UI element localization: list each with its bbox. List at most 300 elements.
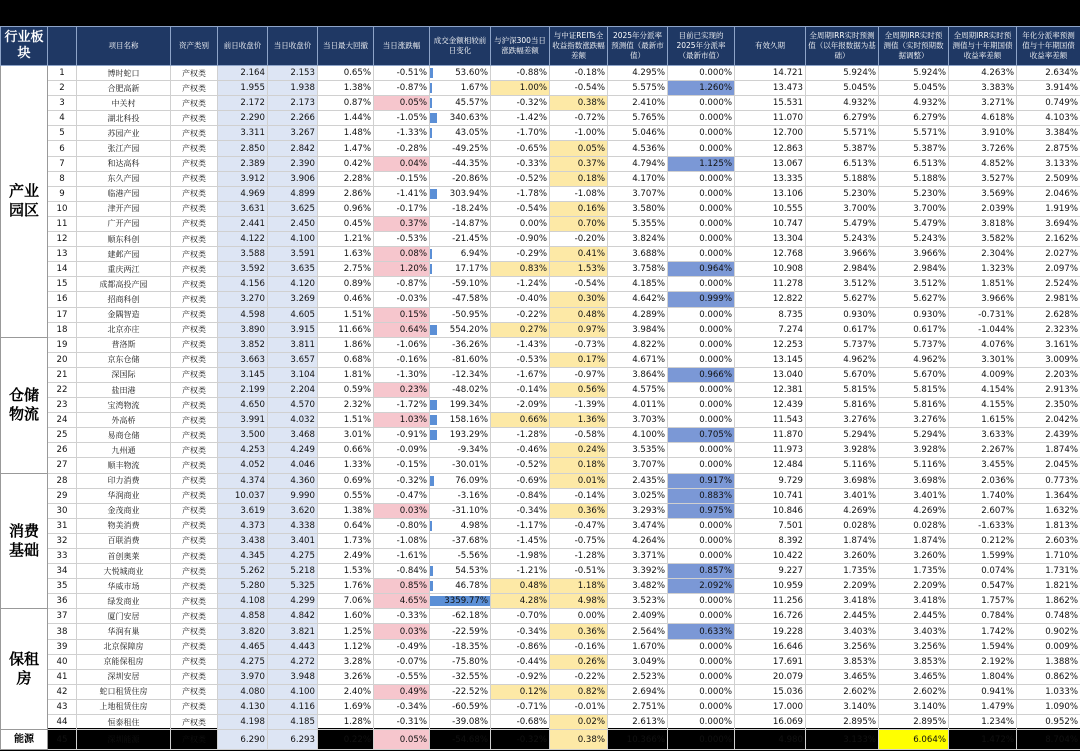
volume-bar — [430, 83, 432, 93]
asset-type: 产权类 — [171, 81, 218, 96]
data-cell: 3.818% — [949, 216, 1017, 231]
column-header — [48, 27, 77, 66]
data-cell: -0.49% — [374, 639, 430, 654]
data-cell: 5.294% — [879, 428, 949, 443]
data-cell: 5.479% — [806, 216, 879, 231]
data-cell: 4.858 — [218, 609, 268, 624]
project-name: 绿发商业 — [77, 594, 171, 609]
data-cell: -0.17% — [374, 201, 430, 216]
volume-bar — [430, 98, 432, 108]
data-cell: 5.188% — [879, 171, 949, 186]
table-row — [1, 156, 1080, 171]
row-index: 13 — [48, 247, 77, 262]
column-header: 全周期IRR实时预测值与十年期国债收益率差额 — [949, 27, 1017, 66]
data-cell: 5.045% — [806, 81, 879, 96]
data-cell: 0.902% — [1017, 624, 1080, 639]
table-row — [1, 382, 1080, 397]
data-cell: -0.29% — [491, 247, 550, 262]
data-cell: 0.23% — [374, 382, 430, 397]
data-cell: 10.037 — [218, 488, 268, 503]
data-cell: 6.279% — [879, 111, 949, 126]
data-cell: -0.16% — [374, 352, 430, 367]
data-cell: 1.710% — [1017, 549, 1080, 564]
data-cell: 4.289% — [608, 307, 668, 322]
data-cell: 3.580% — [608, 201, 668, 216]
asset-type: 产权类 — [171, 186, 218, 201]
data-cell: -0.69% — [491, 473, 550, 488]
row-index: 21 — [48, 367, 77, 382]
table-row — [1, 201, 1080, 216]
data-cell: 4.170% — [608, 171, 668, 186]
table-row — [1, 715, 1080, 730]
data-cell: 0.27% — [491, 322, 550, 337]
data-cell: 12.439 — [735, 398, 806, 413]
volume-bar — [430, 113, 437, 123]
data-cell: 1.63% — [318, 247, 374, 262]
data-cell: 3.688% — [608, 247, 668, 262]
data-cell: 12.768 — [735, 247, 806, 262]
data-cell: 0.633% — [668, 624, 735, 639]
data-cell: 0.028% — [879, 518, 949, 533]
data-cell: -0.52% — [491, 458, 550, 473]
data-cell: 1.38% — [318, 503, 374, 518]
table-row — [1, 66, 1080, 81]
row-index: 7 — [48, 156, 77, 171]
data-cell: 1.742% — [949, 624, 1017, 639]
row-index: 33 — [48, 549, 77, 564]
data-cell: 2.173 — [268, 96, 318, 111]
data-cell: -0.68% — [491, 715, 550, 730]
data-cell: 2.097% — [1017, 262, 1080, 277]
data-cell: 8.704% — [1017, 730, 1080, 750]
asset-type: 产权类 — [171, 654, 218, 669]
volume-value: 45.57% — [455, 98, 488, 109]
data-cell: -0.47% — [550, 518, 608, 533]
data-cell: 3.104 — [268, 367, 318, 382]
data-cell: 3.966% — [879, 247, 949, 262]
data-cell: 1.364% — [1017, 488, 1080, 503]
data-cell: 3.910% — [949, 126, 1017, 141]
row-index: 29 — [48, 488, 77, 503]
data-cell: 0.941% — [949, 684, 1017, 699]
data-cell: 0.38% — [550, 730, 608, 750]
data-cell: 0.000% — [668, 609, 735, 624]
asset-type: 产权类 — [171, 488, 218, 503]
data-cell: 3.049% — [608, 654, 668, 669]
data-cell: 3.512% — [806, 277, 879, 292]
data-cell: 3.619 — [218, 503, 268, 518]
data-cell: 11.66% — [318, 322, 374, 337]
row-index: 8 — [48, 171, 77, 186]
data-cell: 4.080 — [218, 684, 268, 699]
data-cell: 0.03% — [374, 503, 430, 518]
data-cell: 8.392 — [735, 533, 806, 548]
data-cell: 3.569% — [949, 186, 1017, 201]
data-cell: 2.162% — [1017, 232, 1080, 247]
data-cell: 5.243% — [879, 232, 949, 247]
data-cell: 0.999% — [668, 292, 735, 307]
asset-type: 产权类 — [171, 126, 218, 141]
data-cell: 1.234% — [949, 715, 1017, 730]
project-name: 临港产园 — [77, 186, 171, 201]
asset-type: 产权类 — [171, 66, 218, 81]
data-cell: 5.230% — [879, 186, 949, 201]
data-cell: 4.969 — [218, 186, 268, 201]
project-name: 恒泰租住 — [77, 715, 171, 730]
data-cell: 3.703% — [608, 413, 668, 428]
volume-value: 1.67% — [460, 83, 488, 94]
data-cell: 0.46% — [318, 292, 374, 307]
project-name: 蛇口租赁住房 — [77, 684, 171, 699]
data-cell: 0.36% — [550, 624, 608, 639]
table-row — [1, 232, 1080, 247]
row-index: 6 — [48, 141, 77, 156]
data-cell: 16.069 — [735, 715, 806, 730]
data-cell: 0.028% — [806, 518, 879, 533]
data-cell: -1.98% — [491, 549, 550, 564]
data-cell: -0.34% — [491, 624, 550, 639]
data-cell: 2.389 — [218, 156, 268, 171]
data-cell: 7.06% — [318, 594, 374, 609]
data-cell: 0.64% — [374, 322, 430, 337]
data-cell: 1.33% — [318, 458, 374, 473]
data-cell: 6.064% — [879, 730, 949, 750]
data-cell: 6.513% — [879, 156, 949, 171]
data-cell: 2.350% — [1017, 398, 1080, 413]
data-cell: 13.145 — [735, 352, 806, 367]
data-cell: -0.31% — [374, 715, 430, 730]
data-cell: -31.10% — [430, 503, 491, 518]
data-cell: 2.445% — [806, 609, 879, 624]
data-cell: 2.603% — [1017, 533, 1080, 548]
sector-label: 产业园区 — [1, 66, 48, 338]
volume-value: 4.98% — [460, 520, 488, 531]
data-cell: 2.042% — [1017, 413, 1080, 428]
data-cell: 0.12% — [491, 684, 550, 699]
data-cell: 4.360 — [268, 473, 318, 488]
data-cell: 2.192% — [949, 654, 1017, 669]
data-cell: 3.145 — [218, 367, 268, 382]
data-cell: 0.000% — [668, 141, 735, 156]
data-cell: 4.299 — [268, 594, 318, 609]
data-cell: 4.570 — [268, 398, 318, 413]
volume-bar — [430, 400, 437, 410]
row-index: 5 — [48, 126, 77, 141]
data-cell: 15.036 — [735, 684, 806, 699]
data-cell: -0.15% — [374, 171, 430, 186]
table-row — [1, 96, 1080, 111]
asset-type: 产权类 — [171, 639, 218, 654]
data-cell: 0.930% — [806, 307, 879, 322]
data-cell: -39.08% — [430, 715, 491, 730]
data-cell: -0.09% — [374, 443, 430, 458]
volume-bar — [430, 430, 437, 440]
data-cell: 16.646 — [735, 639, 806, 654]
data-cell: 4.842 — [268, 609, 318, 624]
data-cell: 10.555 — [735, 201, 806, 216]
data-cell: -1.08% — [374, 533, 430, 548]
data-cell: -21.45% — [430, 232, 491, 247]
data-cell: -37.68% — [430, 533, 491, 548]
data-cell: 1.735% — [879, 564, 949, 579]
row-index: 4 — [48, 111, 77, 126]
asset-type: 产权类 — [171, 699, 218, 714]
data-cell: 0.05% — [374, 730, 430, 750]
data-cell: 3.694% — [1017, 216, 1080, 231]
project-name: 顺东科创 — [77, 232, 171, 247]
data-cell: 1.615% — [949, 413, 1017, 428]
data-cell — [430, 111, 491, 126]
data-cell: 4.253 — [218, 443, 268, 458]
data-cell: 2.613% — [608, 715, 668, 730]
data-cell: 5.479% — [879, 216, 949, 231]
data-cell: 7.501 — [735, 518, 806, 533]
project-name: 重庆两江 — [77, 262, 171, 277]
data-cell: 0.074% — [949, 564, 1017, 579]
project-name: 京东仓储 — [77, 352, 171, 367]
data-cell: -12.34% — [430, 367, 491, 382]
volume-value: 54.53% — [455, 566, 488, 577]
data-cell: 0.48% — [550, 307, 608, 322]
data-cell: -0.18% — [550, 66, 608, 81]
data-cell: -0.92% — [491, 669, 550, 684]
data-cell: 0.15% — [374, 307, 430, 322]
data-cell: 2.842 — [268, 141, 318, 156]
data-cell: 5.294% — [806, 428, 879, 443]
data-cell: 6.279% — [806, 111, 879, 126]
data-cell: 0.000% — [668, 398, 735, 413]
data-cell: 0.000% — [668, 443, 735, 458]
data-cell: -0.70% — [491, 609, 550, 624]
data-cell: 4.373 — [218, 518, 268, 533]
data-cell: 0.97% — [550, 322, 608, 337]
data-cell: 2.439% — [1017, 428, 1080, 443]
sector-label: 消费基础 — [1, 473, 48, 609]
data-cell: 3.482% — [608, 579, 668, 594]
data-cell: 11.070 — [735, 111, 806, 126]
data-cell: 2.204 — [268, 382, 318, 397]
data-cell: 5.355% — [608, 216, 668, 231]
data-cell: 1.47% — [318, 141, 374, 156]
data-cell: 2.409% — [608, 609, 668, 624]
project-name: 华润商业 — [77, 488, 171, 503]
data-cell: 4.275 — [218, 654, 268, 669]
data-cell: 3.301% — [949, 352, 1017, 367]
project-name: 物美消费 — [77, 518, 171, 533]
data-cell: 3.625 — [268, 201, 318, 216]
data-cell: -59.10% — [430, 277, 491, 292]
data-cell — [430, 428, 491, 443]
data-cell: 1.938 — [268, 81, 318, 96]
data-cell: 0.773% — [1017, 473, 1080, 488]
data-cell: -0.80% — [374, 518, 430, 533]
data-cell: 3.401% — [879, 488, 949, 503]
data-cell: 5.627% — [879, 292, 949, 307]
project-name: 广开产园 — [77, 216, 171, 231]
data-cell: 1.632% — [1017, 503, 1080, 518]
data-cell: 0.000% — [668, 111, 735, 126]
project-name: 九州通 — [77, 443, 171, 458]
data-cell: -0.52% — [491, 171, 550, 186]
data-cell: 0.42% — [318, 156, 374, 171]
data-cell: 3.707% — [608, 186, 668, 201]
data-cell: 0.66% — [491, 413, 550, 428]
data-cell: 3.852 — [218, 337, 268, 352]
data-cell: 4.155% — [949, 398, 1017, 413]
table-row — [1, 111, 1080, 126]
row-index: 43 — [48, 699, 77, 714]
row-index: 3 — [48, 96, 77, 111]
data-cell: -0.22% — [491, 307, 550, 322]
data-cell: 4.899 — [268, 186, 318, 201]
data-cell: 3.915 — [268, 322, 318, 337]
data-cell: 1.260% — [668, 81, 735, 96]
asset-type: 产权类 — [171, 382, 218, 397]
data-cell: 5.670% — [806, 367, 879, 382]
data-cell: -30.01% — [430, 458, 491, 473]
data-cell: 0.64% — [318, 518, 374, 533]
data-cell: 3.853% — [806, 654, 879, 669]
data-cell: -0.32% — [374, 473, 430, 488]
table-row — [1, 473, 1080, 488]
volume-bar — [430, 325, 437, 335]
data-cell: 0.000% — [668, 594, 735, 609]
data-cell: 1.36% — [550, 413, 608, 428]
data-cell: 0.009% — [1017, 639, 1080, 654]
volume-value: 46.78% — [455, 581, 488, 592]
volume-value: 17.17% — [455, 264, 488, 275]
data-cell: -0.14% — [550, 488, 608, 503]
data-cell: 3.966% — [949, 292, 1017, 307]
project-name: 易商仓储 — [77, 428, 171, 443]
row-index: 18 — [48, 322, 77, 337]
project-name: 张江产园 — [77, 141, 171, 156]
row-index: 19 — [48, 337, 77, 352]
data-cell: 3.914% — [1017, 81, 1080, 96]
data-cell: 4.198 — [218, 715, 268, 730]
column-header: 与中证REITs全收益指数涨跌幅差额 — [550, 27, 608, 66]
asset-type: 产权类 — [171, 458, 218, 473]
row-index: 34 — [48, 564, 77, 579]
row-index: 30 — [48, 503, 77, 518]
data-cell: -0.14% — [491, 382, 550, 397]
data-cell: 0.000% — [668, 518, 735, 533]
data-cell: 0.26% — [550, 654, 608, 669]
data-cell: 0.975% — [668, 503, 735, 518]
data-cell: 0.000% — [668, 699, 735, 714]
data-cell: 0.17% — [550, 352, 608, 367]
data-cell: 3.984% — [608, 322, 668, 337]
data-cell: 4.618% — [949, 111, 1017, 126]
data-cell: 3.01% — [318, 428, 374, 443]
data-cell — [430, 518, 491, 533]
volume-value: 76.09% — [455, 475, 488, 486]
data-cell — [430, 473, 491, 488]
data-cell: 6.293 — [268, 730, 318, 750]
data-cell: 0.82% — [550, 684, 608, 699]
data-cell: 3.966% — [806, 247, 879, 262]
data-cell: 0.96% — [318, 201, 374, 216]
data-cell: 0.000% — [668, 730, 735, 750]
data-cell: 3.707% — [608, 458, 668, 473]
table-row — [1, 337, 1080, 352]
data-cell: 3.161% — [1017, 337, 1080, 352]
data-cell: -1.21% — [491, 564, 550, 579]
data-cell: 17.691 — [735, 654, 806, 669]
asset-type: 产权类 — [171, 262, 218, 277]
table-row — [1, 413, 1080, 428]
table-row — [1, 458, 1080, 473]
data-cell: 9.729 — [735, 473, 806, 488]
data-cell: 2.209% — [879, 579, 949, 594]
data-cell: 13.473 — [735, 81, 806, 96]
table-row — [1, 171, 1080, 186]
asset-type: 产权类 — [171, 367, 218, 382]
data-cell: 5.815% — [879, 382, 949, 397]
project-name: 华威市场 — [77, 579, 171, 594]
table-row — [1, 367, 1080, 382]
data-cell: 3.418% — [879, 594, 949, 609]
data-cell: 0.000% — [668, 413, 735, 428]
data-cell: 9.227 — [735, 564, 806, 579]
data-cell: 2.895% — [806, 715, 879, 730]
data-cell: 3.523% — [608, 594, 668, 609]
reits-table — [0, 26, 1080, 750]
data-cell: 0.03% — [374, 624, 430, 639]
data-cell — [430, 96, 491, 111]
data-cell: 3.890 — [218, 322, 268, 337]
project-name: 深圳能源 — [77, 730, 171, 750]
table-row — [1, 549, 1080, 564]
sector-label: 仓储物流 — [1, 337, 48, 473]
asset-type: 产权类 — [171, 322, 218, 337]
data-cell: 4.822% — [608, 337, 668, 352]
data-cell: 3.474% — [608, 518, 668, 533]
column-header: 有效久期 — [735, 27, 806, 66]
data-cell: 2.203% — [1017, 367, 1080, 382]
data-cell: 1.090% — [1017, 699, 1080, 714]
data-cell: -3.16% — [430, 488, 491, 503]
data-cell: 3.928% — [879, 443, 949, 458]
project-name: 厦门安居 — [77, 609, 171, 624]
row-index: 14 — [48, 262, 77, 277]
volume-value: 3359.77% — [444, 596, 488, 607]
data-cell: 4.100 — [268, 232, 318, 247]
data-cell: -1.08% — [550, 186, 608, 201]
data-cell: 2.32% — [318, 398, 374, 413]
data-cell: 3.133% — [1017, 156, 1080, 171]
data-cell: 5.571% — [806, 126, 879, 141]
data-cell: 10.422 — [735, 549, 806, 564]
data-cell: 0.68% — [318, 352, 374, 367]
data-cell: 4.65% — [374, 594, 430, 609]
data-cell: 1.76% — [318, 579, 374, 594]
data-cell: 0.000% — [668, 126, 735, 141]
data-cell: 7.274 — [735, 322, 806, 337]
data-cell: 1.862% — [1017, 594, 1080, 609]
column-header: 与沪深300当日涨跌幅差额 — [491, 27, 550, 66]
project-name: 津开产园 — [77, 201, 171, 216]
data-cell: 2.323% — [1017, 322, 1080, 337]
data-cell: 0.748% — [1017, 609, 1080, 624]
data-cell: 3.140% — [879, 699, 949, 714]
table-row — [1, 564, 1080, 579]
asset-type: 产权类 — [171, 141, 218, 156]
data-cell: 1.735% — [806, 564, 879, 579]
data-cell: 5.571% — [879, 126, 949, 141]
data-cell: 2.984% — [879, 262, 949, 277]
data-cell: 0.24% — [550, 443, 608, 458]
